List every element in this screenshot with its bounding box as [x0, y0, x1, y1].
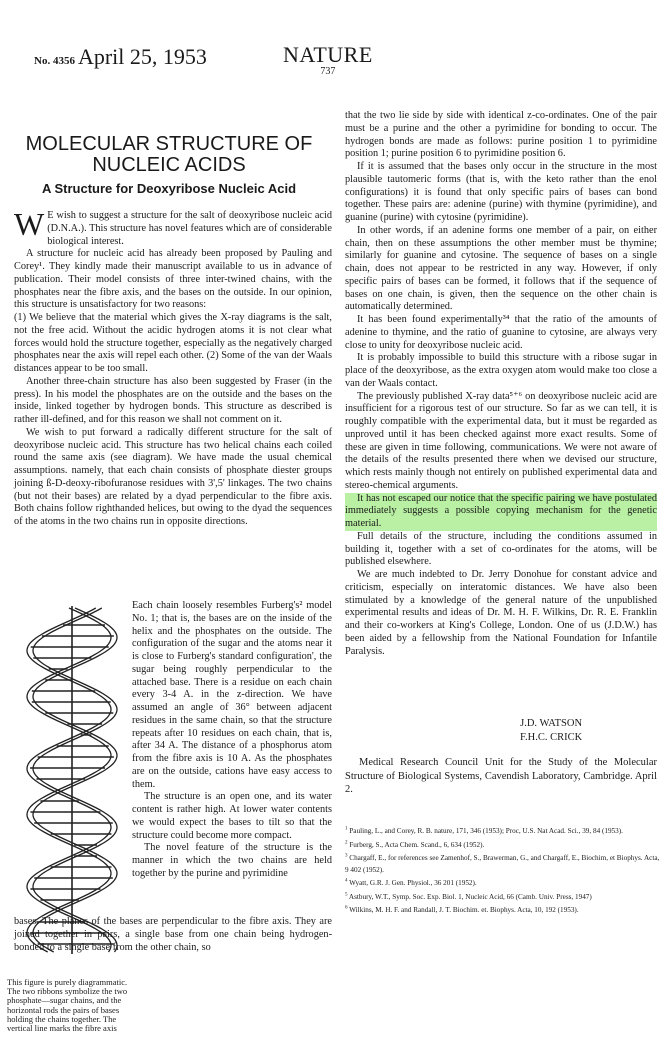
- paragraph: that the two lie side by side with identical z-co-ordinates. One of the pair must be a purine and the other a pyrimidine for bonding to occur. The hydrogen bonds are made as follows: purine position 1 to pyrimidine position 1; purine position 6 to pyrimidine position 6.: [345, 110, 657, 160]
- reference-item: $^4$ Wyatt, G.R. J. Gen. Physiol., 36 201 (1952).: [345, 878, 477, 887]
- paragraph: bases. The planes of the bases are perpendicular to the fibre axis. They are joined together in pairs, a single base from one chain being hydrogen-bonded to a single base from the other chain, so: [14, 916, 332, 953]
- title-line-1: MOLECULAR STRUCTURE OF: [25, 133, 313, 155]
- left-column: [14, 206, 332, 529]
- figure-caption: This figure is purely diagrammatic. The two ribbons symbolize the two phosphate—sugar chains, and the horizontal rods the pairs of bases holding the chains together. The vertical line marks the fibre axis: [7, 977, 128, 1034]
- issue-date-header: [34, 44, 207, 70]
- affiliation: Medical Research Council Unit for the Study of the Molecular Structure of Biological Systems, Cavendish Laboratory, Cambridge. April 2.: [345, 757, 657, 795]
- author-signatures: [520, 717, 582, 745]
- issue-number: No. 4356: [34, 55, 75, 67]
- journal-header: [283, 42, 373, 77]
- paragraph: Another three-chain structure has also been suggested by Fraser (in the press). In his model the phosphates are on the outside and the bases on the inside, linked together by hydrogen bonds. This structure as described is rather ill-defined, and for this reason we shall not comment on it.: [14, 375, 332, 425]
- dropcap: W: [14, 206, 45, 242]
- right-column: [345, 110, 657, 658]
- figure-wrap-text: [132, 600, 332, 881]
- author-watson: J.D. WATSON: [520, 718, 583, 729]
- paragraph: The novel feature of the structure is the manner in which the two chains are held together by the purine and pyrimidine: [132, 842, 332, 879]
- paragraph: It has been found experimentally³⁴ that the ratio of the amounts of adenine to thymine, and the ratio of guanine to cytosine, are always very close to unity for deoxyribose nucleic acid.: [345, 314, 657, 351]
- references-list: [345, 826, 663, 919]
- paragraph: (1) We believe that the material which gives the X-ray diagrams is the salt, not the free acid. Without the acidic hydrogen atoms it is not clear what forces would hold the structure together, especially as the negatively charged phosphates near the axis will repel each other. (2) Some of the van der Waals distances appear to be too small.: [14, 312, 332, 374]
- title-line-2: NUCLEIC ACIDS: [92, 154, 246, 176]
- paragraph: A structure for nucleic acid has already been proposed by Pauling and Corey¹. They kindly made their manuscript available to us in advance of publication. Their model consists of three inter-twined chains, with the phosphates near the fibre axis, and the bases on the outside. In our opinion, this structure is unsatisfactory for two reasons:: [14, 248, 332, 311]
- journal-name: NATURE: [283, 42, 373, 67]
- paragraph: Full details of the structure, including the conditions assumed in building it, together with a set of co-ordinates for the atoms, will be published elsewhere.: [345, 530, 657, 568]
- reference-item: $^2$ Furberg, S., Acta Chem. Scand., 6, 634 (1952).: [345, 840, 485, 849]
- left-column-continued: [14, 916, 332, 954]
- intro-paragraph: W E wish to suggest a structure for the salt of deoxyribose nucleic acid (D.N.A.). This structure has novel features which are of considerable biological interest.: [14, 206, 332, 247]
- reference-item: $^3$ Chargaff, E., for references see Zamenhof, S., Brawerman, G., and Chargaff, E., Biochim, et Biophys. Acta, 9 402 (1952).: [345, 853, 660, 874]
- dna-double-helix-figure: [14, 604, 130, 956]
- article-subtitle: A Structure for Deoxyribose Nucleic Acid: [41, 181, 297, 196]
- highlighted-paragraph: It has not escaped our notice that the specific pairing we have postulated immediately suggests a possible copying mechanism for the genetic material.: [345, 492, 657, 529]
- paragraph: If it is assumed that the bases only occur in the structure in the most plausible tautomeric forms (that is, with the keto rather than the enol configurations) it is found that only specific pairs of bases can bond together. These pairs are: adenine (purine) with thymine (pyrimidine), and guanine (purine) with cytosine (pyrimidine).: [345, 161, 657, 223]
- reference-item: $^6$ Wilkins, M. H. F. and Randall, J. T. Biochim. et. Biophys. Acta, 10, 192 (1953).: [345, 905, 579, 914]
- author-crick: F.H.C. CRICK: [520, 732, 583, 743]
- paragraph: We wish to put forward a radically different structure for the salt of deoxyribose nucleic acid. This structure has two helical chains each coiled round the same axis (see diagram). We have made the usual chemical assumptions. namely, that each chain consists of phosphate diester groups joining ß-D-deoxy-ribofuranose residues with 3',5' linkages. The two chains (but not their bases) are related by a dyad perpendicular to the fibre axis. Both chains follow righthanded helices, but owing to the dyad the sequences of the atoms in the two chains run in opposite directions.: [14, 426, 332, 527]
- issue-date: April 25, 1953: [77, 44, 207, 69]
- article-title: [14, 134, 324, 176]
- paragraph: The structure is an open one, and its water content is rather high. At lower water contents we would expect the bases to tilt so that the structure could become more compact.: [132, 791, 332, 841]
- paragraph: The previously published X-ray data⁵⁺⁶ on deoxyribose nucleic acid are insufficient for a rigorous test of our structure. So far as we can tell, it is roughly compatible with the experimental data, but it must be regarded as unproved until it has been checked against more exact results. Some of these are given in time following, communications. We were not aware of the details of the results presented there when we devised our structure, which rests mainly though not entirely on published experimental data and stereo-chemical arguments.: [345, 390, 657, 491]
- reference-item: $^5$ Astbury, W.T., Symp. Soc. Exp. Biol. 1, Nucleic Acid, 66 (Camb. Univ. Press, 1947): [345, 892, 592, 901]
- paragraph: Each chain loosely resembles Furberg's² model No. 1; that is, the bases are on the inside of the helix and the phosphates on the outside. The configuration of the sugar and the atoms near it is close to Furberg's standard configuration', the sugar being roughly perpendicular to the attached base. There is a residue on each chain every 3-4 A. in the z-direction. We have assumed an angle of 36° between adjacent residues in the same chain, so that the structure repeats after 10 residues on each chain, that is, after 34 A. The distance of a phosphorus atom from the fibre axis is 10 A. As the phosphates are on the outside, cations have easy access to them.: [132, 600, 332, 790]
- paragraph: In other words, if an adenine forms one member of a pair, on either chain, then on these assumptions the other member must be thymine; similarly for guanine and cytosine. The sequence of bases on a single chain, does not appear to be restricted in any way. However, if only specific pairs of bases can be formed, it follows that if the sequence of bases on one chain, is given, then the sequence on the other chain is automatically determined.: [345, 224, 657, 313]
- paragraph: It is probably impossible to build this structure with a ribose sugar in place of the deoxyribose, as the extra oxygen atom would make too close a van der Waals contact.: [345, 352, 657, 389]
- reference-item: $^1$ Pauling, L., and Corey, R. B. nature, 171, 346 (1953); Proc, U.S. Nat Acad. Sci., 39, 84 (1953).: [345, 826, 623, 835]
- paragraph: We are much indebted to Dr. Jerry Donohue for constant advice and criticism, especially on interatomic distances. We have also been stimulated by a knowledge of the general nature of the unpublished experimental results and ideas of Dr. M. H. F. Wilkins, Dr. R. E. Franklin and their co-workers at King's College, London. One of us (J.D.W.) has been aided by a fellowship from the National Foundation for Infantile Paralysis.: [345, 569, 657, 657]
- page-number: 737: [320, 66, 336, 77]
